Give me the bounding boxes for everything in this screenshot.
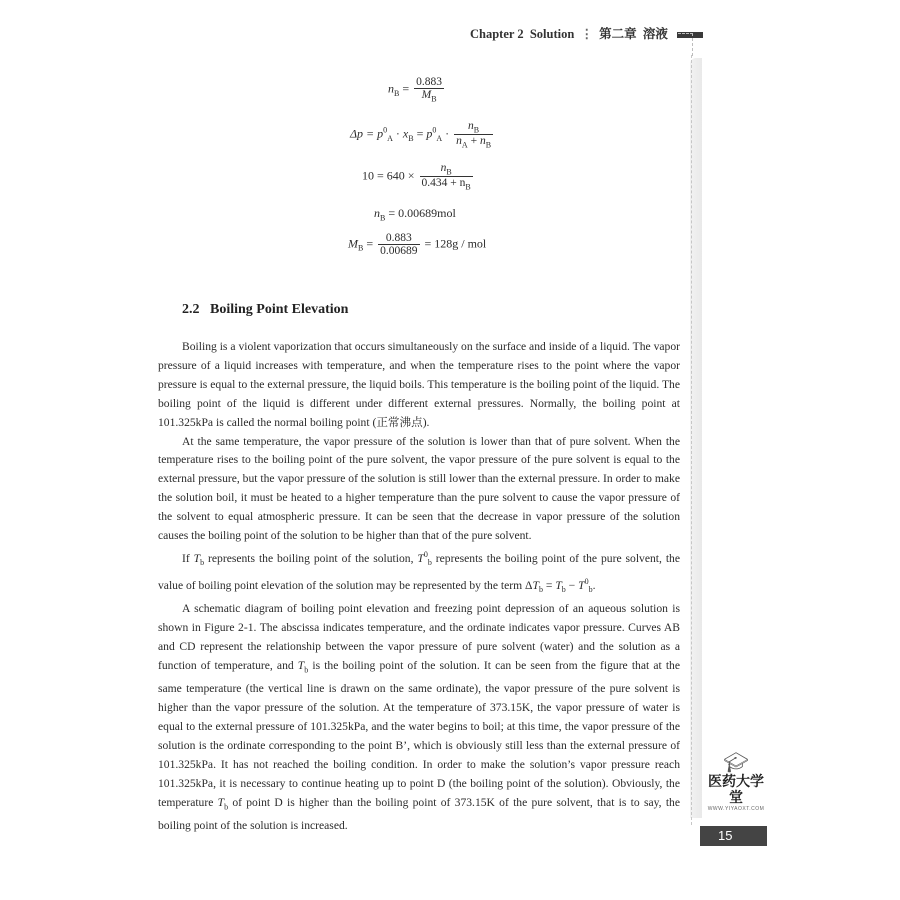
section-heading: [182, 302, 348, 318]
logo-name: 医药大学堂: [708, 774, 764, 806]
page-frame-corner: [678, 33, 693, 56]
body-text: [158, 338, 680, 836]
header-chapter: Chapter 2: [470, 27, 524, 41]
header-cn-title: 溶液: [642, 27, 668, 41]
equation-5: $M_B$ = $\frac{0.883}{0.00689}$ = 128g / mol: [348, 232, 487, 257]
equation-1: $n_B$ = $\frac{0.883}{M_B}$: [388, 76, 442, 104]
paragraph-2: At the same temperature, the vapor pressure of the solution is lower than that of pure solvent. When the temperature rises to the boiling point of the pure solvent, the vapor pressure of the pure solvent is equal to the external pressure, but the vapor pressure of the solution is still lower than the external pressure. In order to make the solution boil, it must be heated to a higher temperature than the pure solvent to cause the vapor pressure of the solvent to equal atmospheric pressure. It can be seen that the decrease in vapor pressure of the solution causes the boiling point of the solution to be higher than that of the pure solvent.: [158, 434, 680, 543]
equation-3: 10 = 640 × $\frac{n_B}{0.434 + n_B}$: [362, 162, 471, 192]
equation-2: $\Delta p = p^0_A \cdot x_B = p^0_A$ · $\frac{n_B}{n_A + n_B}$: [350, 120, 492, 150]
logo-url: WWW.YIYAOXT.COM: [707, 806, 765, 812]
paragraph-4: A schematic diagram of boiling point elevation and freezing point depression of an aqueous solution is shown in Figure 2-1. The abscissa indicates temperature, and the ordinate indicates vapor pressure. Curves AB and CD represent the relationship between the vapor pressure of pure solvent (water) and the solution as a function of temperature, and $T_b$ is the boiling point of the solution. It can be seen from the figure that at the same temperature (the vertical line is drawn on the same ordinate), the vapor pressure of the pure solvent is higher than the vapor pressure of the solution. At the temperature of 373.15K, the vapor pressure of water is equal to the external pressure of 101.325kPa, and the water begins to boil; at this time, the vapor pressure of the solution is the ordinate corresponding to the point B’, which is obviously still less than the external pressure of 101.325kPa. It has not reached the boiling condition. In order to make the solution’s vapor pressure reach 101.325kPa, it is necessary to continue heating up to point D (the boiling point of the solution). Obviously, the temperature $T_b$ of point D is higher than the boiling point of 373.15K of the pure solvent, that is to say, the boiling point of the solution is increased.: [158, 602, 680, 832]
header-separator: ⋮: [580, 27, 593, 41]
header-title: Solution: [529, 27, 575, 41]
equation-4: $n_B = 0.00689mol$: [374, 206, 456, 223]
publisher-logo: [705, 752, 767, 832]
page-frame-rule: [691, 55, 692, 825]
paragraph-1: Boiling is a violent vaporization that occurs simultaneously on the surface and inside of a liquid. The vapor pressure of a liquid increases with temperature, and when the temperature rises to the point where the vapor pressure is equal to the external pressure, the liquid boils. This temperature is the boiling point of the liquid. The boiling point of the liquid is different under different external pressures. Normally, the boiling point at 101.325kPa is called the normal boiling point (正常沸点).: [158, 340, 680, 429]
page-number: 15: [700, 826, 767, 846]
header-cn-chapter: 第二章: [599, 27, 637, 41]
section-title: Boiling Point Elevation: [210, 302, 349, 317]
section-number: 2.2: [182, 302, 200, 317]
paragraph-3: If $T_b$ represents the boiling point of the solution, $T^0_b$ represents the boiling point of the pure solvent, the value of boiling point elevation of the solution may be represented by the term $\Delta T_b = T_b - T^0_b$.: [158, 549, 680, 595]
graduation-cap-icon: 🎓︎: [723, 752, 749, 774]
